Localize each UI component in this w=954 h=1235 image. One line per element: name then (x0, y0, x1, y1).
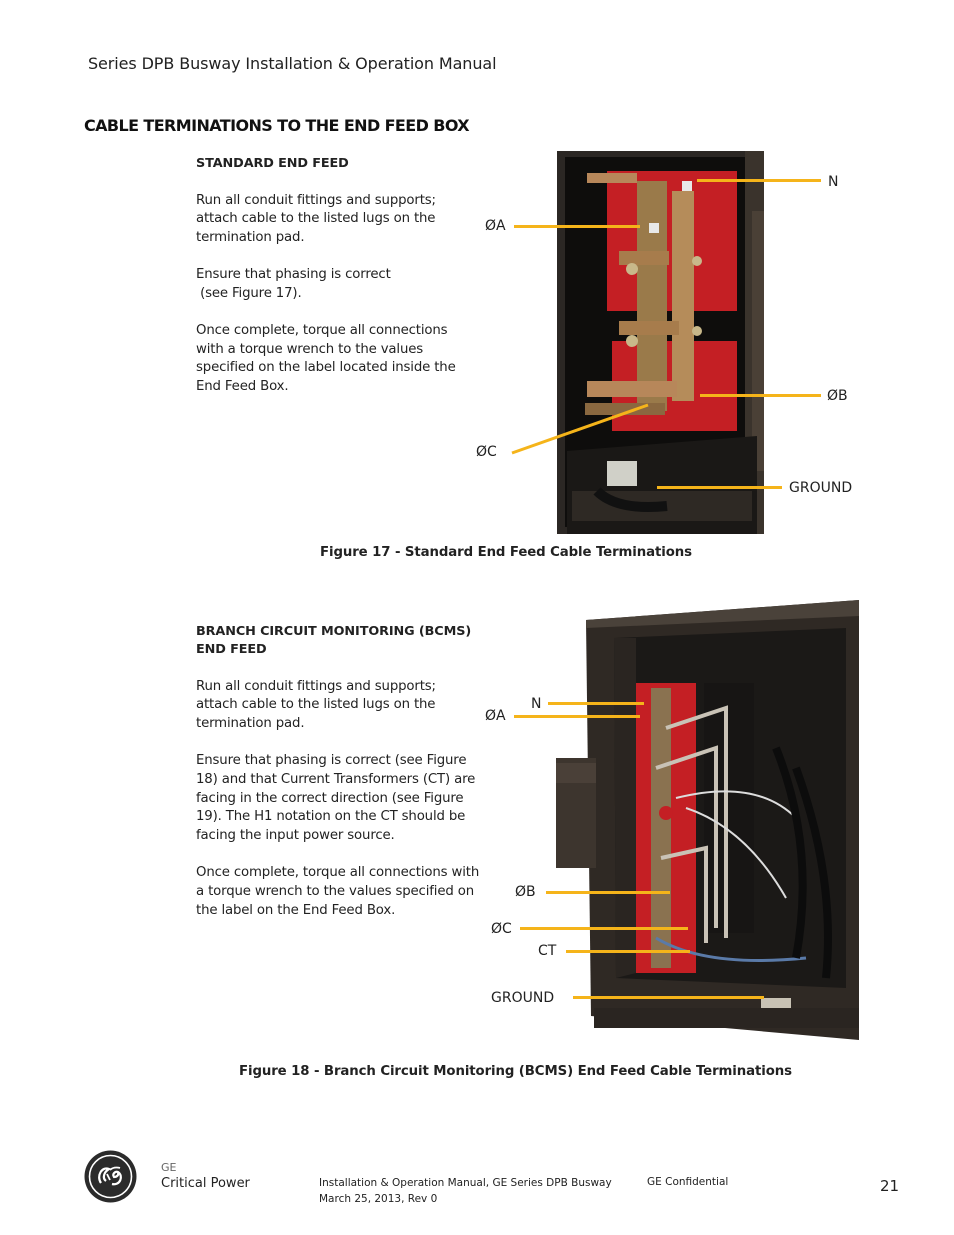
ge-logo-icon (84, 1150, 137, 1203)
label-phase-a: ØA (485, 218, 506, 234)
footer-division: Critical Power (161, 1176, 250, 1191)
footer-manual-line2: March 25, 2013, Rev 0 (319, 1192, 438, 1205)
callout-line-n-bcms (548, 702, 644, 705)
page-number: 21 (880, 1177, 900, 1195)
paragraph-conduit: Run all conduit fittings and supports; attach cable to the listed lugs on the termination pad. (196, 192, 436, 245)
label-phase-c: ØC (476, 444, 497, 460)
bcms-subtitle-line1: BRANCH CIRCUIT MONITORING (BCMS) (196, 624, 472, 639)
callout-line-ground (657, 486, 782, 489)
standard-end-feed-text (196, 155, 476, 397)
bcms-subtitle-line2: END FEED (196, 642, 267, 657)
footer-manual-line1: Installation & Operation Manual, GE Series DPB Busway (319, 1177, 612, 1189)
label-ct: CT (538, 943, 557, 959)
footer-company: GE (161, 1161, 177, 1174)
figure-18-photo (556, 598, 859, 1040)
callout-line-phase-c (500, 398, 660, 458)
bcms-paragraph-phasing: Ensure that phasing is correct (see Figure 18) and that Current Transformers (CT) are facing in the correct direction (see Figure 19). The H1 notation on the CT should be facing the input power source. (196, 753, 476, 843)
callout-line-phase-a (514, 225, 640, 228)
section-title: CABLE TERMINATIONS TO THE END FEED BOX (84, 116, 470, 135)
label-ground: GROUND (789, 480, 853, 496)
paragraph-phasing-line1: Ensure that phasing is correct (196, 267, 391, 283)
callout-line-phase-a-bcms (514, 715, 640, 718)
label-phase-c-bcms: ØC (491, 921, 512, 937)
callout-line-ct (566, 950, 690, 953)
callout-line-phase-b (700, 394, 821, 397)
footer-manual-info (319, 1176, 612, 1207)
label-phase-b-bcms: ØB (515, 884, 536, 900)
bcms-end-feed-text (196, 623, 481, 920)
label-n: N (828, 174, 839, 190)
label-n-bcms: N (531, 696, 542, 712)
label-phase-a-bcms: ØA (485, 708, 506, 724)
label-ground-bcms: GROUND (491, 990, 555, 1006)
standard-end-feed-subtitle: STANDARD END FEED (196, 156, 349, 171)
figure-17-photo (557, 151, 764, 534)
bcms-paragraph-conduit: Run all conduit fittings and supports; attach cable to the listed lugs on the termination pad. (196, 678, 436, 731)
callout-line-ground-bcms (573, 996, 764, 999)
bcms-paragraph-torque: Once complete, torque all connections with a torque wrench to the values specified on the label on the End Feed Box. (196, 865, 480, 918)
figure-18-caption: Figure 18 - Branch Circuit Monitoring (BCMS) End Feed Cable Terminations (239, 1064, 792, 1079)
paragraph-torque: Once complete, torque all connections with a torque wrench to the values specified on the label located inside the End Feed Box. (196, 323, 456, 395)
callout-line-phase-b-bcms (546, 891, 670, 894)
paragraph-phasing (196, 266, 476, 303)
document-header-title: Series DPB Busway Installation & Operation Manual (88, 54, 497, 73)
footer-confidential: GE Confidential (647, 1176, 729, 1188)
figure-17-caption: Figure 17 - Standard End Feed Cable Terminations (320, 545, 692, 560)
paragraph-phasing-line2: (see Figure 17). (196, 285, 302, 301)
callout-line-phase-c-bcms (520, 927, 688, 930)
label-phase-b: ØB (827, 388, 848, 404)
callout-line-n (697, 179, 821, 182)
